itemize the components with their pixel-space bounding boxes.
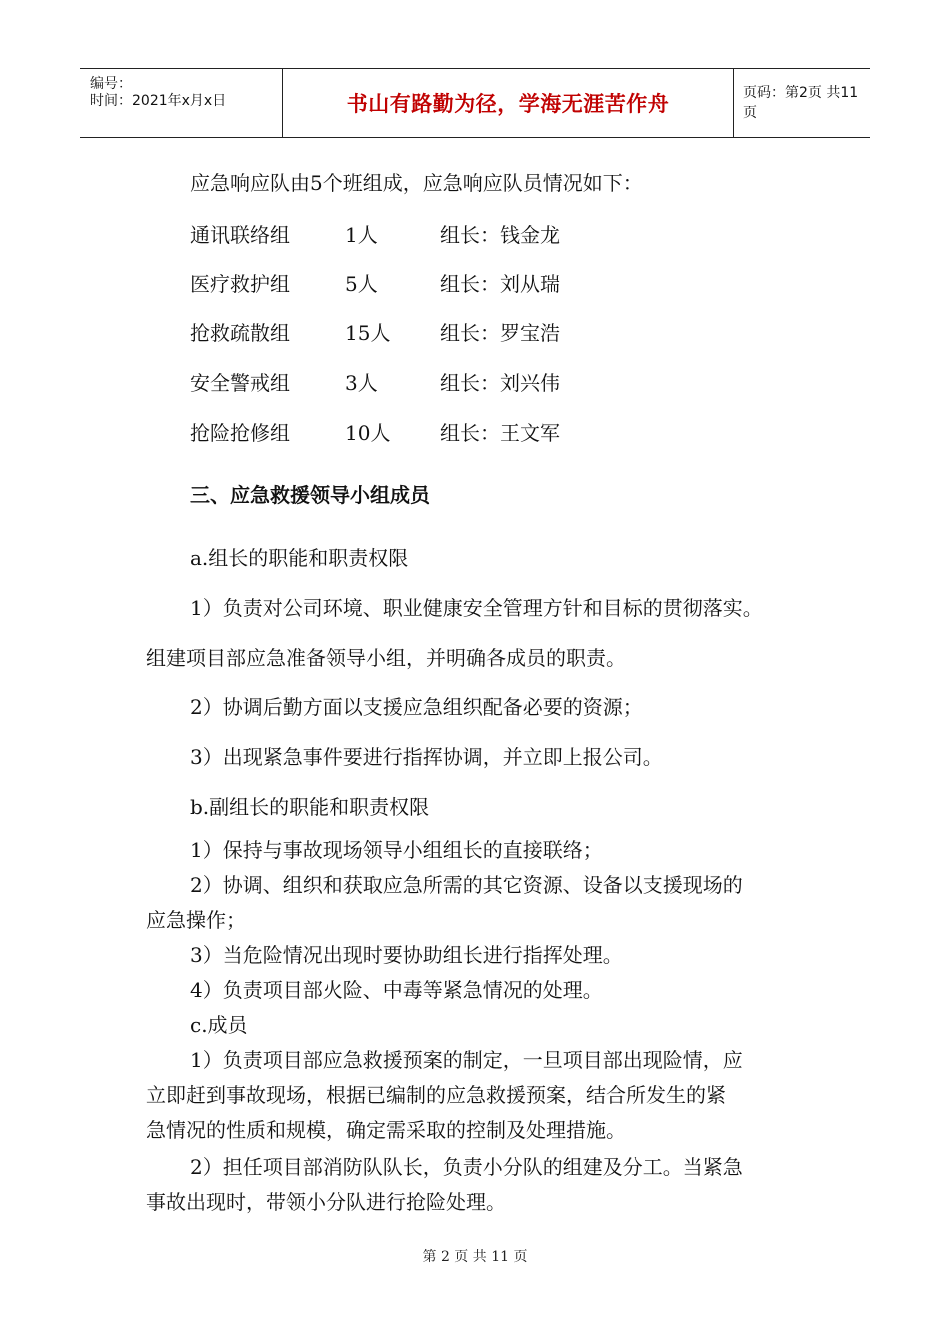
team-leader: 组长：钱金龙 [440,223,560,247]
team-name: 通讯联络组 [190,223,290,247]
header-motto-cell [282,69,734,137]
paragraph-line: 4）负责项目部火险、中毒等紧急情况的处理。 [190,978,603,1002]
paragraph-line: 组建项目部应急准备领导小组，并明确各成员的职责。 [146,646,626,670]
page-label: 页码：第2页 共11页 [743,85,859,121]
paragraph-line: 3）当危险情况出现时要协助组长进行指挥处理。 [190,943,623,967]
paragraph-line: 应急操作； [146,908,246,932]
paragraph-line: 2）担任项目部消防队队长，负责小分队的组建及分工。当紧急 [190,1155,743,1179]
team-count: 15人 [345,321,391,345]
team-leader: 组长：王文军 [440,421,560,445]
time-label: 时间：2021年x月x日 [90,93,227,109]
team-count: 10人 [345,421,391,445]
page-header [80,68,870,138]
subheading: c.成员 [190,1013,248,1037]
team-name: 抢救疏散组 [190,321,290,345]
page-footer: 第 2 页 共 11 页 [422,1249,528,1265]
paragraph-line: 1）保持与事故现场领导小组组长的直接联络； [190,838,603,862]
team-count: 3人 [345,371,378,395]
paragraph-line: 1）负责项目部应急救援预案的制定，一旦项目部出现险情，应 [190,1048,743,1072]
paragraph-line: 1）负责对公司环境、职业健康安全管理方针和目标的贯彻落实。 [190,596,763,620]
intro-text: 应急响应队由5个班组成，应急响应队员情况如下： [190,171,643,195]
team-name: 抢险抢修组 [190,421,290,445]
team-count: 5人 [345,272,378,296]
paragraph-line: 3）出现紧急事件要进行指挥协调，并立即上报公司。 [190,745,663,769]
motto: 书山有路勤为径，学海无涯苦作舟 [346,92,670,116]
paragraph-line: 事故出现时，带领小分队进行抢险处理。 [146,1190,506,1214]
subheading: b.副组长的职能和职责权限 [190,795,430,819]
subheading: a.组长的职能和职责权限 [190,546,409,570]
header-page-cell [733,69,870,137]
team-name: 安全警戒组 [190,371,290,395]
paragraph-line: 立即赶到事故现场，根据已编制的应急救援预案，结合所发生的紧 [146,1083,726,1107]
team-leader: 组长：刘从瑞 [440,272,560,296]
header-info-cell [80,69,282,137]
team-leader: 组长：刘兴伟 [440,371,560,395]
team-name: 医疗救护组 [190,272,290,296]
section-title: 三、应急救援领导小组成员 [190,483,430,507]
paragraph-line: 2）协调后勤方面以支援应急组织配备必要的资源； [190,695,643,719]
paragraph-line: 急情况的性质和规模，确定需采取的控制及处理措施。 [146,1118,626,1142]
team-count: 1人 [345,223,378,247]
paragraph-line: 2）协调、组织和获取应急所需的其它资源、设备以支援现场的 [190,873,743,897]
team-leader: 组长：罗宝浩 [440,321,560,345]
number-label: 编号： [90,76,132,92]
